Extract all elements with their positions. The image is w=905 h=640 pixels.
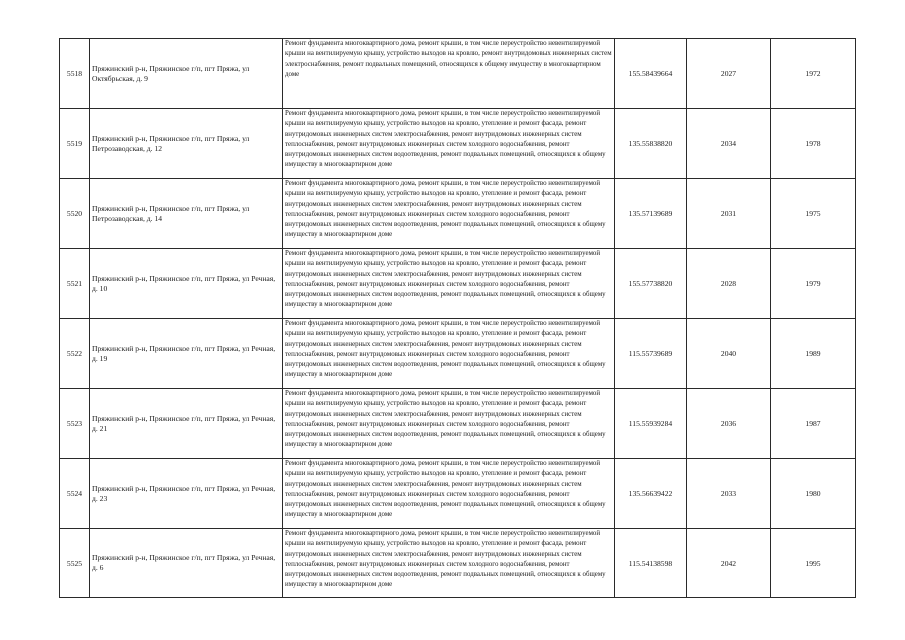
cost-value: 115.54138598	[615, 529, 687, 598]
capital-repair-table	[59, 38, 856, 598]
construction-year: 1989	[771, 319, 856, 389]
cost-value: 115.55739689	[615, 319, 687, 389]
row-number: 5521	[60, 249, 90, 319]
row-number: 5523	[60, 389, 90, 459]
planned-year: 2040	[687, 319, 771, 389]
table-row	[60, 459, 856, 529]
cost-value: 115.55939284	[615, 389, 687, 459]
row-number: 5519	[60, 109, 90, 179]
table-row	[60, 39, 856, 109]
construction-year: 1979	[771, 249, 856, 319]
repair-works: Ремонт фундамента многоквартирного дома, ремонт крыши, в том числе переустройство невентилируемой крыши на вентилируемую крышу, устройство выходов на кровлю, утепление и ремонт фасада, ремонт внутридомовых инженерных систем электроснабжения, ремонт внутридомовых инженерных систем теплоснабжения, ремонт внутридомовых инженерных систем холодного водоснабжения, ремонт внутридомовых инженерных систем водоотведения, ремонт подвальных помещений, относящихся к общему имуществу в многоквартирном доме	[283, 249, 615, 319]
construction-year: 1978	[771, 109, 856, 179]
planned-year: 2031	[687, 179, 771, 249]
cost-value: 135.56639422	[615, 459, 687, 529]
table-row	[60, 109, 856, 179]
repair-works: Ремонт фундамента многоквартирного дома, ремонт крыши, в том числе переустройство невентилируемой крыши на вентилируемую крышу, устройство выходов на кровлю, утепление и ремонт фасада, ремонт внутридомовых инженерных систем электроснабжения, ремонт внутридомовых инженерных систем теплоснабжения, ремонт внутридомовых инженерных систем холодного водоснабжения, ремонт внутридомовых инженерных систем водоотведения, ремонт подвальных помещений, относящихся к общему имуществу в многоквартирном доме	[283, 529, 615, 598]
row-number: 5522	[60, 319, 90, 389]
repair-works: Ремонт фундамента многоквартирного дома, ремонт крыши, в том числе переустройство невентилируемой крыши на вентилируемую крышу, устройство выходов на кровлю, утепление и ремонт фасада, ремонт внутридомовых инженерных систем электроснабжения, ремонт внутридомовых инженерных систем теплоснабжения, ремонт внутридомовых инженерных систем холодного водоснабжения, ремонт внутридомовых инженерных систем водоотведения, ремонт подвальных помещений, относящихся к общему имуществу в многоквартирном доме	[283, 179, 615, 249]
construction-year: 1972	[771, 39, 856, 109]
construction-year: 1975	[771, 179, 856, 249]
planned-year: 2028	[687, 249, 771, 319]
planned-year: 2042	[687, 529, 771, 598]
planned-year: 2034	[687, 109, 771, 179]
repair-works: Ремонт фундамента многоквартирного дома, ремонт крыши, в том числе переустройство невентилируемой крыши на вентилируемую крышу, устройство выходов на кровлю, утепление и ремонт фасада, ремонт внутридомовых инженерных систем электроснабжения, ремонт внутридомовых инженерных систем теплоснабжения, ремонт внутридомовых инженерных систем холодного водоснабжения, ремонт внутридомовых инженерных систем водоотведения, ремонт подвальных помещений, относящихся к общему имуществу в многоквартирном доме	[283, 459, 615, 529]
row-number: 5525	[60, 529, 90, 598]
construction-year: 1980	[771, 459, 856, 529]
construction-year: 1995	[771, 529, 856, 598]
building-address: Пряжинский р-н, Пряжинское г/п, пгт Пряжа, ул Петрозаводская, д. 12	[90, 109, 283, 179]
building-address: Пряжинский р-н, Пряжинское г/п, пгт Пряжа, ул Речная, д. 19	[90, 319, 283, 389]
cost-value: 135.57139689	[615, 179, 687, 249]
building-address: Пряжинский р-н, Пряжинское г/п, пгт Пряжа, ул Речная, д. 10	[90, 249, 283, 319]
building-address: Пряжинский р-н, Пряжинское г/п, пгт Пряжа, ул Октябрьская, д. 9	[90, 39, 283, 109]
planned-year: 2027	[687, 39, 771, 109]
table-row	[60, 389, 856, 459]
building-address: Пряжинский р-н, Пряжинское г/п, пгт Пряжа, ул Речная, д. 23	[90, 459, 283, 529]
table-row	[60, 529, 856, 598]
row-number: 5524	[60, 459, 90, 529]
table-row	[60, 249, 856, 319]
building-address: Пряжинский р-н, Пряжинское г/п, пгт Пряжа, ул Петрозаводская, д. 14	[90, 179, 283, 249]
construction-year: 1987	[771, 389, 856, 459]
table-row	[60, 319, 856, 389]
table-row	[60, 179, 856, 249]
row-number: 5520	[60, 179, 90, 249]
row-number: 5518	[60, 39, 90, 109]
cost-value: 155.58439664	[615, 39, 687, 109]
planned-year: 2036	[687, 389, 771, 459]
building-address: Пряжинский р-н, Пряжинское г/п, пгт Пряжа, ул Речная, д. 6	[90, 529, 283, 598]
cost-value: 155.57738820	[615, 249, 687, 319]
cost-value: 135.55838820	[615, 109, 687, 179]
repair-works: Ремонт фундамента многоквартирного дома, ремонт крыши, в том числе переустройство невентилируемой крыши на вентилируемую крышу, устройство выходов на кровлю, утепление и ремонт фасада, ремонт внутридомовых инженерных систем электроснабжения, ремонт внутридомовых инженерных систем теплоснабжения, ремонт внутридомовых инженерных систем холодного водоснабжения, ремонт внутридомовых инженерных систем водоотведения, ремонт подвальных помещений, относящихся к общему имуществу в многоквартирном доме	[283, 389, 615, 459]
repair-works: Ремонт фундамента многоквартирного дома, ремонт крыши, в том числе переустройство невентилируемой крыши на вентилируемую крышу, устройство выходов на кровлю, утепление и ремонт фасада, ремонт внутридомовых инженерных систем электроснабжения, ремонт внутридомовых инженерных систем теплоснабжения, ремонт внутридомовых инженерных систем холодного водоснабжения, ремонт внутридомовых инженерных систем водоотведения, ремонт подвальных помещений, относящихся к общему имуществу в многоквартирном доме	[283, 319, 615, 389]
planned-year: 2033	[687, 459, 771, 529]
building-address: Пряжинский р-н, Пряжинское г/п, пгт Пряжа, ул Речная, д. 21	[90, 389, 283, 459]
repair-works: Ремонт фундамента многоквартирного дома, ремонт крыши, в том числе переустройство невентилируемой крыши на вентилируемую крышу, устройство выходов на кровлю, утепление и ремонт фасада, ремонт внутридомовых инженерных систем электроснабжения, ремонт внутридомовых инженерных систем теплоснабжения, ремонт внутридомовых инженерных систем холодного водоснабжения, ремонт внутридомовых инженерных систем водоотведения, ремонт подвальных помещений, относящихся к общему имуществу в многоквартирном доме	[283, 109, 615, 179]
repair-works: Ремонт фундамента многоквартирного дома, ремонт крыши, в том числе переустройство невентилируемой крыши на вентилируемую крышу, устройство выходов на кровлю, ремонт внутридомовых инженерных систем электроснабжения, ремонт подвальных помещений, относящихся к общему имуществу в многоквартирном доме	[283, 39, 615, 109]
